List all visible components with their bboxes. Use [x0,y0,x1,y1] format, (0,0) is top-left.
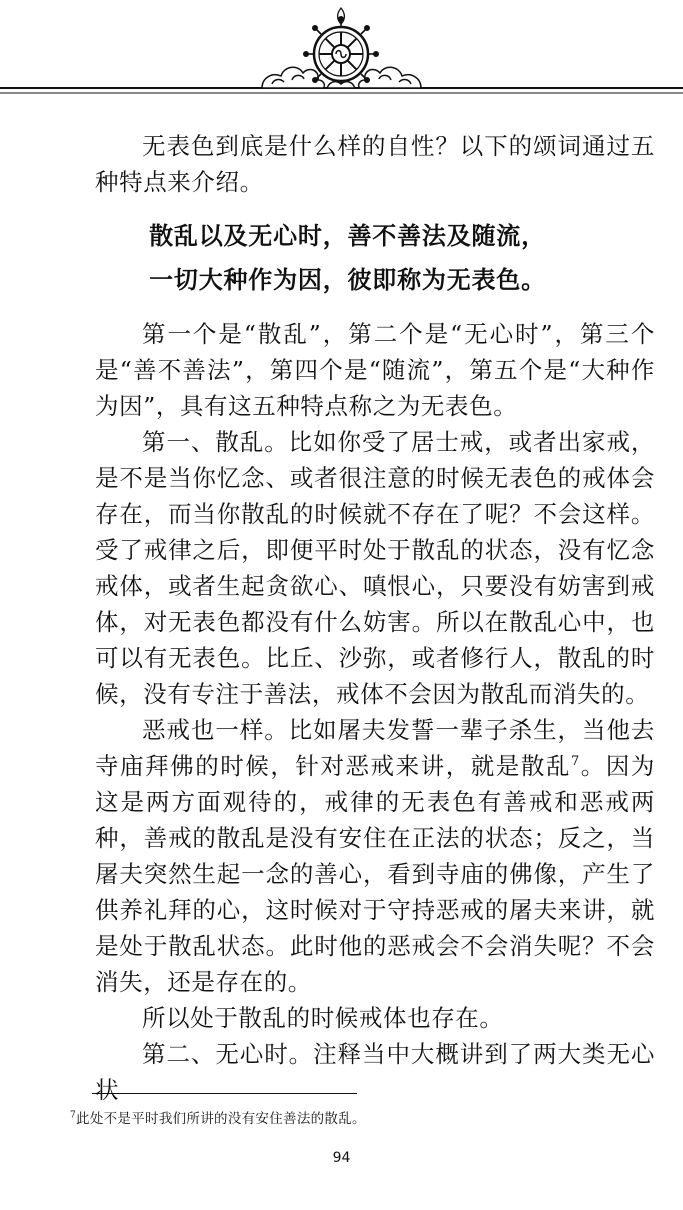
paragraph-3-text-a: 恶戒也一样。比如屠夫发誓一辈子杀生，当他去寺庙拜佛的时候，针对恶戒来讲，就是散乱 [95,716,655,780]
footnote-divider [92,1093,357,1094]
verse-block [95,214,655,302]
page-body [95,128,655,1108]
footnote-text: 此处不是平时我们所讲的没有安住善法的散乱。 [76,1111,366,1127]
paragraph-1: 第一个是“散乱”，第二个是“无心时”，第三个是“善不善法”，第四个是“随流”，第五个是“大种作为因”，具有这五种特点称之为无表色。 [95,320,655,420]
intro-paragraph: 无表色到底是什么样的自性？以下的颂词通过五种特点来介绍。 [95,132,655,196]
footnote-marker: 7 [70,1110,77,1121]
verse-line-1: 散乱以及无心时，善不善法及随流， [149,222,546,250]
paragraph-3-text-b: 。因为这是两方面观待的，戒律的无表色有善戒和恶戒两种，善戒的散乱是没有安住在正法的状态；反之，当屠夫突然生起一念的善心，看到寺庙的佛像，产生了供养礼拜的心，这时候对于守持恶戒的屠夫来讲，就是处于散乱状态。此时他的恶戒会不会消失呢？不会消失，还是存在的。 [95,752,655,996]
paragraph-5: 第二、无心时。注释当中大概讲到了两大类无心状 [95,1040,655,1104]
paragraph-3 [95,712,655,1000]
verse-line-2: 一切大种作为因，彼即称为无表色。 [149,266,546,294]
footnote-7 [70,1110,366,1128]
header-ornament [0,0,683,105]
footnote-ref-7[interactable]: 7 [570,754,580,770]
paragraph-2: 第一、散乱。比如你受了居士戒，或者出家戒，是不是当你忆念、或者很注意的时候无表色的戒体会存在，而当你散乱的时候就不存在了呢？不会这样。受了戒律之后，即便平时处于散乱的状态，没有忆念戒体，或者生起贪欲心、嗔恨心，只要没有妨害到戒体，对无表色都没有什么妨害。所以在散乱心中，也可以有无表色。比丘、沙弥，或者修行人，散乱的时候，没有专注于善法，戒体不会因为散乱而消失的。 [95,428,655,708]
paragraph-4: 所以处于散乱的时候戒体也存在。 [142,1004,504,1032]
page-number: 94 [332,1150,351,1166]
